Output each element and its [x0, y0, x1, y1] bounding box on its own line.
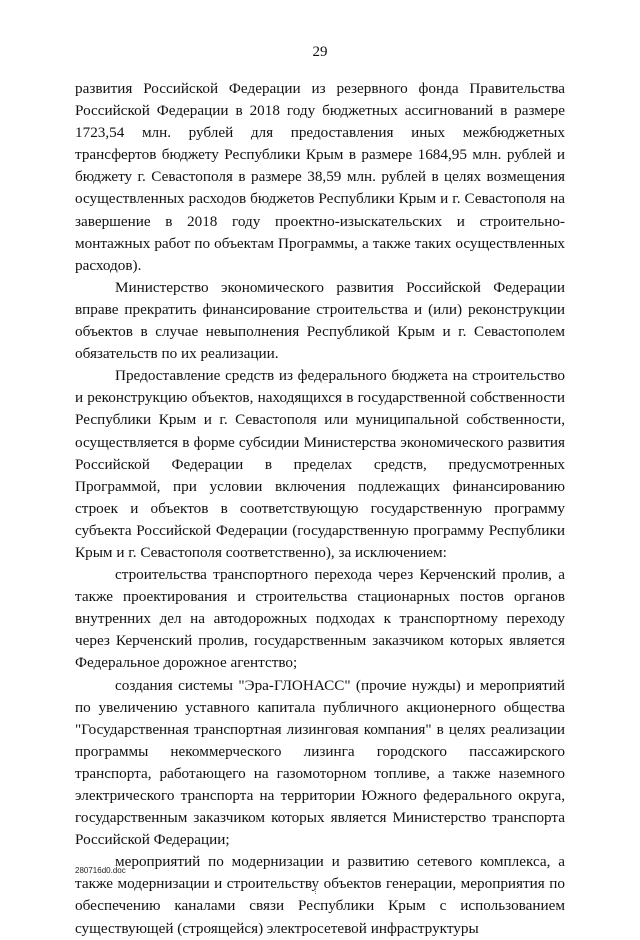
- paragraph-5: создания системы "Эра-ГЛОНАСС" (прочие нужды) и мероприятий по увеличению уставного капитала публичного акционерного общества "Государственная транспортная лизинговая компания" в целях реализации программы некоммерческого лизинга городского пассажирского транспорта, работающего на газомоторном топливе, а также наземного электрического транспорта на территории Южного федерального округа, государственным заказчиком которых является Министерство транспорта Российской Федерации;: [75, 676, 565, 849]
- page-number: 29: [312, 44, 328, 60]
- footer-scan-mark: [315, 886, 319, 894]
- paragraph-1: развития Российской Федерации из резервного фонда Правительства Российской Федерации в 2018 году бюджетных ассигнований в размере 1723,54 млн. рублей для предоставления иных межбюджетных трансфертов бюджету Республики Крым в размере 1684,95 млн. рублей и бюджету г. Севастополя в размере 38,59 млн. рублей в целях возмещения осуществленных расходов бюджетов Республики Крым и г. Севастополя на завершение в 2018 году проектно-изыскательских и строительно-монтажных работ по объектам Программы, а также таких осуществленных расходов).: [75, 80, 565, 274]
- paragraph-2: Министерство экономического развития Российской Федерации вправе прекратить финансирование строительства и (или) реконструкции объектов в случае невыполнения Республикой Крым и г. Севастополем обязательств по их реализации.: [75, 278, 565, 363]
- footer-filename: 280716d0.doc: [75, 866, 126, 875]
- paragraph-6: мероприятий по модернизации и развитию сетевого комплекса, а также модернизации и строительству объектов генерации, мероприятия по обеспечению каналами связи Республики Крым с использованием существующей (строящейся) электросетевой инфраструктуры: [75, 853, 565, 937]
- paragraph-3: Предоставление средств из федерального бюджета на строительство и реконструкцию объектов, находящихся в государственной собственности Республики Крым и г. Севастополя или муниципальной собственности, осуществляется в форме субсидии Министерства экономического развития Российской Федерации в пределах средств, предусмотренных Программой, при условии включения подлежащих финансированию строек и объектов в соответствующую государственную программу субъекта Российской Федерации (государственную программу Республики Крым и г. Севастополя соответственно), за исключением:: [75, 367, 565, 561]
- paragraph-4: строительства транспортного перехода через Керченский пролив, а также проектирования и строительства стационарных постов органов внутренних дел на автодорожных подходах к транспортному переходу через Керченский пролив, государственным заказчиком которых является Федеральное дорожное агентство;: [75, 566, 565, 672]
- document-body: [75, 78, 565, 940]
